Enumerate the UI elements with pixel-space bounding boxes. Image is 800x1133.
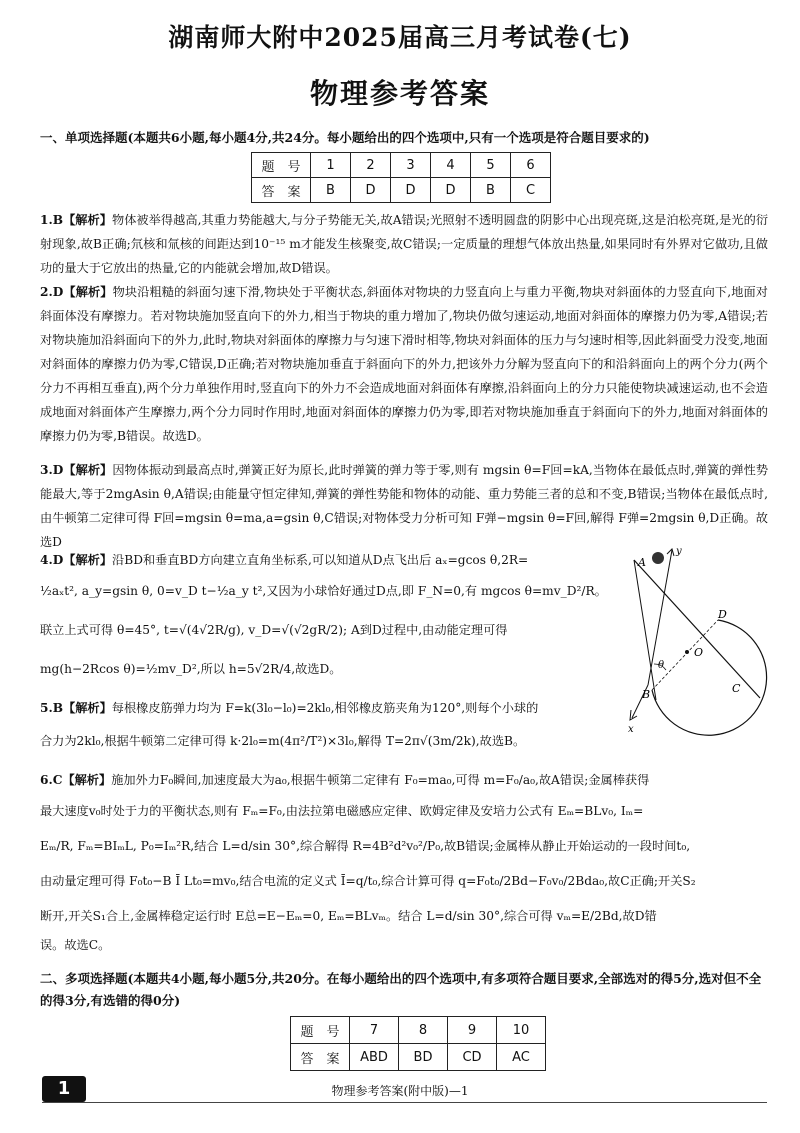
section1-heading: 一、单项选择题(本题共6小题,每小题4分,共24分。每小题给出的四个选项中,只有一个选项是符合题目要求的) bbox=[40, 130, 650, 145]
q6-line: Eₘ/R, Fₘ=BIₘL, P₀=Iₘ²R,结合 L=d/sin 30°,综合解得 R=4B²d²v₀²/P₀,故B错误;金属棒从静止开始运动的一段时间t₀, bbox=[40, 839, 691, 853]
explanation-q6 bbox=[40, 768, 768, 958]
q6-line: 误。故选C。 bbox=[40, 938, 111, 952]
section2-heading: 二、多项选择题(本题共4小题,每小题5分,共20分。在每小题给出的四个选项中,有多项符合题目要求,全部选对的得5分,选对但不全的得3分,有选错的得0分) bbox=[40, 971, 762, 1008]
q1-number: 1.B bbox=[40, 213, 64, 227]
table1-num: 2 bbox=[351, 153, 391, 178]
table2-num: 7 bbox=[350, 1017, 399, 1044]
footer-divider bbox=[42, 1102, 767, 1103]
q4-line: mg(h−2Rcos θ)=½mv_D²,所以 h=5√2R/4,故选D。 bbox=[40, 662, 342, 676]
label-A: A bbox=[638, 556, 646, 569]
label-B: B bbox=[642, 688, 651, 701]
table2-answer: CD bbox=[448, 1044, 497, 1071]
q2-tag: 【解析】 bbox=[63, 285, 113, 299]
table2-num: 10 bbox=[497, 1017, 546, 1044]
q6-line: 断开,开关S₁合上,金属棒稳定运行时 E总=E−Eₘ=0, Eₘ=BLvₘ。结合 L=d/sin 30°,综合可得 vₘ=E/2Bd,故D错 bbox=[40, 909, 657, 923]
q6-line: 最大速度v₀时处于力的平衡状态,则有 Fₘ=F₀,由法拉第电磁感应定律、欧姆定律及安培力公式有 Eₘ=BLv₀, Iₘ= bbox=[40, 804, 644, 818]
footer-text: 物理参考答案(附中版)—1 bbox=[331, 1084, 469, 1098]
table1-num: 3 bbox=[391, 153, 431, 178]
q6-number: 6.C bbox=[40, 773, 63, 787]
explanation-q4 bbox=[40, 548, 620, 682]
ball-icon bbox=[652, 552, 664, 564]
q5-number: 5.B bbox=[40, 701, 64, 715]
table2-answer: BD bbox=[399, 1044, 448, 1071]
q3-text: 因物体振动到最高点时,弹簧正好为原长,此时弹簧的弹力等于零,则有 mgsin θ=F回=kA,当物体在最低点时,弹簧的弹性势能最大,等于2mgAsin θ,A错误;由能量守恒定律知,弹簧的弹性势能和物体的动能、重力势能三者的总和不变,B错误;当物体在最低点时,由牛顿第二定律可得 F回=mgsin θ=ma,a=gsin θ,C错误;对物体受力分析可知 F弹−mgsin θ=F回,解得 F弹=2mgsin θ,D正确。故选D bbox=[40, 463, 769, 549]
answer-table-1 bbox=[251, 152, 551, 203]
table1-answer: B bbox=[311, 178, 351, 203]
circular-track bbox=[652, 620, 767, 735]
explanation-q1 bbox=[40, 208, 768, 280]
label-theta: θ bbox=[658, 660, 665, 671]
table1-answer: C bbox=[511, 178, 551, 203]
q6-tag: 【解析】 bbox=[62, 773, 112, 787]
table1-num: 1 bbox=[311, 153, 351, 178]
answer-table-2 bbox=[290, 1016, 546, 1071]
page-badge: 1 bbox=[42, 1076, 86, 1102]
q5-tag: 【解析】 bbox=[63, 701, 112, 715]
q6-line: 施加外力F₀瞬间,加速度最大为a₀,根据牛顿第二定律有 F₀=ma₀,可得 m=F₀/a₀,故A错误;金属棒获得 bbox=[111, 773, 650, 787]
q5-line: 合力为2kl₀,根据牛顿第二定律可得 k·2l₀=m(4π²/T²)×3l₀,解得 T=2π√(3m/2k),故选B。 bbox=[40, 734, 526, 748]
table1-answer: D bbox=[391, 178, 431, 203]
bd-diameter bbox=[652, 620, 718, 690]
table1-row2-label: 答 案 bbox=[252, 178, 311, 203]
document-title: 湖南师大附中2025届高三月考试卷(七) bbox=[168, 23, 632, 52]
q4-line: 沿BD和垂直BD方向建立直角坐标系,可以知道从D点飞出后 aₓ=gcos θ,2R= bbox=[112, 553, 529, 567]
table1-num: 5 bbox=[471, 153, 511, 178]
q6-line: 由动量定理可得 F₀t₀−B Ī Lt₀=mv₀,结合电流的定义式 Ī=q/t₀,综合计算可得 q=F₀t₀/2Bd−F₀v₀/2Bda₀,故C正确;开关S₂ bbox=[40, 874, 696, 888]
center-o bbox=[685, 650, 689, 654]
table1-num: 6 bbox=[511, 153, 551, 178]
table2-num: 8 bbox=[399, 1017, 448, 1044]
q1-tag: 【解析】 bbox=[63, 213, 112, 227]
q4-line: 联立上式可得 θ=45°, t=√(4√2R/g), v_D=√(√2gR/2); A到D过程中,由动能定理可得 bbox=[40, 623, 508, 637]
q4-line: ½aₓt², a_y=gsin θ, 0=v_D t−½a_y t²,又因为小球恰好通过D点,即 F_N=0,有 mgcos θ=mv_D²/R。 bbox=[40, 584, 607, 598]
table2-row1-label: 题 号 bbox=[291, 1017, 350, 1044]
table1-answer: D bbox=[351, 178, 391, 203]
q2-number: 2.D bbox=[40, 285, 64, 299]
document-subtitle: 物理参考答案 bbox=[309, 77, 490, 110]
table1-answer: B bbox=[471, 178, 511, 203]
label-x: x bbox=[628, 724, 634, 735]
table2-row2-label: 答 案 bbox=[291, 1044, 350, 1071]
physics-diagram bbox=[622, 540, 782, 740]
explanation-q5 bbox=[40, 696, 620, 754]
label-D: D bbox=[718, 608, 727, 621]
table1-answer: D bbox=[431, 178, 471, 203]
q3-number: 3.D bbox=[40, 463, 64, 477]
q4-number: 4.D bbox=[40, 553, 64, 567]
table2-answer: AC bbox=[497, 1044, 546, 1071]
q1-text: 物体被举得越高,其重力势能越大,与分子势能无关,故A错误;光照射不透明圆盘的阴影中心出现亮斑,这是泊松亮斑,是光的衍射现象,故B正确;氘核和氚核的间距达到10⁻¹⁵ m才能发生核聚变,故C错误;一定质量的理想气体放出热量,如果同时有外界对它做功,且做功的量大于它放出的热量,它的内能就会增加,故D错误。 bbox=[40, 213, 769, 275]
q3-tag: 【解析】 bbox=[63, 463, 113, 477]
q5-line: 每根橡皮筋弹力均为 F=k(3l₀−l₀)=2kl₀,相邻橡皮筋夹角为120°,则每个小球的 bbox=[111, 701, 539, 715]
explanation-q2 bbox=[40, 280, 768, 448]
table2-num: 9 bbox=[448, 1017, 497, 1044]
table1-num: 4 bbox=[431, 153, 471, 178]
q4-tag: 【解析】 bbox=[63, 553, 113, 567]
y-axis-arrow bbox=[667, 549, 674, 556]
label-O: O bbox=[694, 646, 704, 659]
label-C: C bbox=[732, 682, 741, 695]
label-y: y bbox=[676, 546, 682, 557]
q2-text: 物块沿粗糙的斜面匀速下滑,物块处于平衡状态,斜面体对物块的力竖直向上与重力平衡,物块对斜面体的力竖直向下,地面对斜面体没有摩擦力。若对物块施加竖直向下的外力,相当于物块的重力增加了,物块仍做匀速运动,地面对斜面体的摩擦力仍为零,A错误;若对物块施加沿斜面向下的外力,此时,物块对斜面体的摩擦力与匀速下滑时相等,物块对斜面体的压力与匀速时相等,因此斜面受力没变,地面对斜面体的摩擦力仍为零,C错误,D正确;若对物块施加垂直于斜面向下的外力,把该外力分解为竖直向下的和沿斜面向上的两个分力(两个分力不再相互垂直),两个分力单独作用时,竖直向下的外力不会造成地面对斜面体有摩擦,沿斜面向上的分力只能使物块减速运动,也不会造成地面对斜面体产生摩擦力,两个分力同时作用时,地面对斜面体的摩擦力仍为零,即若对物块施加垂直于斜面向下的外力,地面对斜面体的摩擦力仍为零,B错误。故选D。 bbox=[40, 285, 768, 443]
table1-row1-label: 题 号 bbox=[252, 153, 311, 178]
table2-answer: ABD bbox=[350, 1044, 399, 1071]
